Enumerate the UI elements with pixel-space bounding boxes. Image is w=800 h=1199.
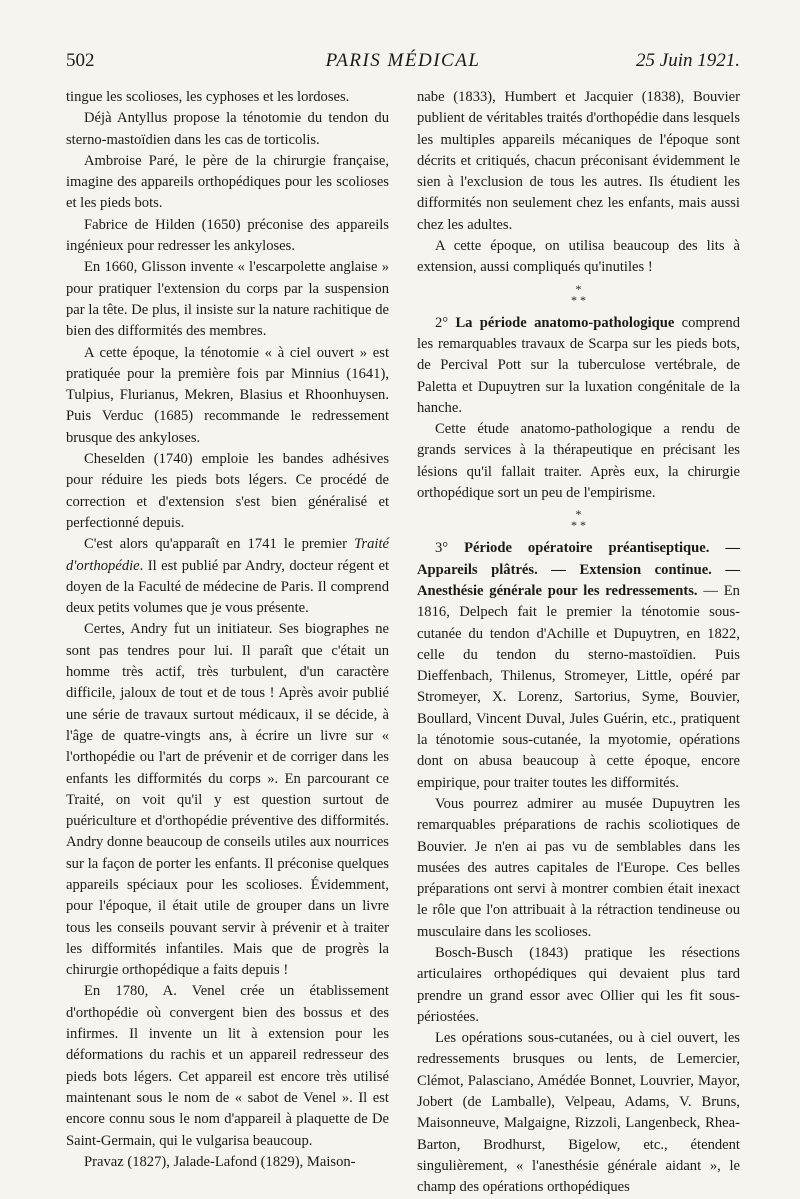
section-paragraph xyxy=(417,313,740,419)
text-span: — En 1816, Delpech fait le premier la ténotomie sous-cutanée du tendon d'Achille et Dupuytren, en 1822, celle du tendon du sterno-mastoïdien. Puis Dieffenbach, Thilenus, Stromeyer, Little, opéré par Stromeyer, X. Lorenz, Sartorius, Syme, Bouvier, Boullard, Vincent Duval, Jules Guérin, etc., pratiquent la ténotomie sous-cutanée, la myotomie, opérations dont on abusa beaucoup à cette époque, encore empirique, pour traiter toutes les difformités. xyxy=(417,582,740,791)
paragraph: Certes, Andry fut un initiateur. Ses biographes ne sont pas tendres pour lui. Il paraît que c'était un homme très actif, très turbulent, d'un caractère difficile, jaloux de tout et de tous ! Après avoir publié une série de travaux surtout médicaux, il se décide, à l'âge de quatre-vingts ans, à écrire un livre sur « l'orthopédie ou l'art de prévenir et de corriger dans les enfants les difformités du corps ». En parcourant ce Traité, on voit qu'il y est question surtout de puériculture et d'orthopédie préventive des difformités. Andry donne beaucoup de conseils utiles aux nourrices sur la façon de porter les enfants. Il préconise quelques appareils spéciaux pour les scolioses. Évidemment, pour l'époque, il était utile de grouper dans un livre tous les conseils pouvant servir à prévenir et à traiter les difformités infantiles. Mais que de progrès la chirurgie orthopédique a faits depuis ! xyxy=(66,621,389,979)
separator-star: * xyxy=(575,281,582,296)
text-span: comprend les remarquables travaux de Scarpa sur les pieds bots, de Percival Pott sur la tuberculose vertébrale, de Paletta et Dupuytren sur la luxation congénitale de la hanche. xyxy=(417,314,740,416)
paragraph xyxy=(66,534,389,619)
right-column xyxy=(417,87,740,1199)
book-title: Traité d'orthopédie xyxy=(66,536,389,574)
page-number: 502 xyxy=(66,50,95,71)
journal-title: PARIS MÉDICAL xyxy=(325,50,481,71)
section-title: La période anatomo-pathologique xyxy=(455,314,675,331)
issue-date: 25 Juin 1921. xyxy=(636,50,740,71)
section-title: Période opératoire préantiseptique. — Appareils plâtrés. — Extension continue. — Anesthésie générale pour les redressements. xyxy=(417,540,740,599)
paragraph: Cheselden (1740) emploie les bandes adhésives pour réduire les pieds bots légers. Ce procédé de correction et d'extension s'est bien généralisé et perfectionné depuis. xyxy=(66,451,389,531)
paragraph: Les opérations sous-cutanées, ou à ciel ouvert, les redressements brusques ou lents, de Lemercier, Clémot, Palasciano, Amédée Bonnet, Louvrier, Mayor, Jobert (de Lamballe), Velpeau, Adams, V. Bruns, Maisonneuve, Malgaigne, Rizzoli, Langenbeck, Rhea-Barton, Brodhurst, Bigelow, etc., étendent singulièrement, « l'anesthésie générale aidant », le champ des opérations orthopédiques xyxy=(417,1030,740,1196)
section-number: 2° xyxy=(435,314,456,331)
paragraph: Cette étude anatomo-pathologique a rendu de grands services à la thérapeutique en précisant les lésions qu'il fallait traiter. Après eux, la chirurgie orthopédique sort un peu de l'empirisme. xyxy=(417,421,740,502)
left-column xyxy=(66,87,389,1173)
paragraph: A cette époque, on utilisa beaucoup des lits à extension, aussi compliqués qu'inutiles ! xyxy=(417,238,740,276)
paragraph: nabe (1833), Humbert et Jacquier (1838), Bouvier publient de véritables traités d'orthopédie dans lesquels les multiples appareils mécaniques de l'époque sont décrits et critiqués, chacun préconisant évidemment le sien à l'exclusion de tous les autres. Ils étudient les difformités non seulement chez les enfants, mais aussi chez les adultes. xyxy=(417,89,740,233)
paragraph: Bosch-Busch (1843) pratique les résections articulaires orthopédiques qui devaient plus tard prendre un grand essor avec Ollier qui les fit sous-périostées. xyxy=(417,944,740,1025)
section-separator xyxy=(417,281,740,307)
running-header xyxy=(66,50,740,78)
paragraph: En 1660, Glisson invente « l'escarpolette anglaise » pour pratiquer l'extension du corps par la suspension par la tête. De plus, il insiste sur la nature rachitique de bien des difformités des membres. xyxy=(66,259,389,340)
text-span: C'est alors qu'apparaît en 1741 le premier xyxy=(84,536,355,553)
section-paragraph xyxy=(417,538,740,794)
paragraph: Ambroise Paré, le père de la chirurgie française, imagine des appareils orthopédiques pour les scolioses et les pieds bots. xyxy=(66,152,389,212)
paragraph: A cette époque, la ténotomie « à ciel ouvert » est pratiquée pour la première fois par Minnius (1641), Tulpius, Flurianus, Mekren, Blasius et Rhoonhuysen. Puis Verduc (1685) recommande le redressement brusque des ankyloses. xyxy=(66,344,389,446)
paragraph: Déjà Antyllus propose la ténotomie du tendon du sterno-mastoïdien dans les cas de torticolis. xyxy=(66,110,389,148)
paragraph: Pravaz (1827), Jalade-Lafond (1829), Maison- xyxy=(84,1153,356,1170)
paragraph: En 1780, A. Venel crée un établissement d'orthopédie où convergent bien des bossus et des infirmes. Il invente un lit à extension pour les déformations du rachis et un appareil redresseur des pieds bots légers. Cet appareil est encore très utilisé maintenant sous le nom de « sabot de Venel ». Il est encore connu sous le nom d'appareil à plaquette de De Saint-Germain, qui le vulgarisa beaucoup. xyxy=(66,983,389,1149)
paragraph: Vous pourrez admirer au musée Dupuytren les remarquables préparations de rachis scoliotiques de Bouvier. Je n'en ai pas vu de semblables dans les musées des autres capitales de l'Europe. Ces belles préparations ont servi à montrer combien était inexact le rôle que l'on attribuait à la rétraction tendineuse ou musculaire dans les scolioses. xyxy=(417,795,740,940)
section-separator xyxy=(417,509,740,531)
paragraph: Fabrice de Hilden (1650) préconise des appareils ingénieux pour redresser les ankyloses. xyxy=(66,216,389,255)
paragraph: tingue les scolioses, les cyphoses et les lordoses. xyxy=(66,89,350,105)
text-span: . Il est publié par Andry, docteur régent et doyen de la Faculté de médecine de Paris. Il comprend deux petits volumes que je vous présente. xyxy=(66,557,389,617)
separator-stars: * * xyxy=(571,292,586,307)
section-number: 3° xyxy=(435,540,465,557)
separator-stars: * * xyxy=(571,518,586,533)
separator-star: * xyxy=(575,507,582,522)
